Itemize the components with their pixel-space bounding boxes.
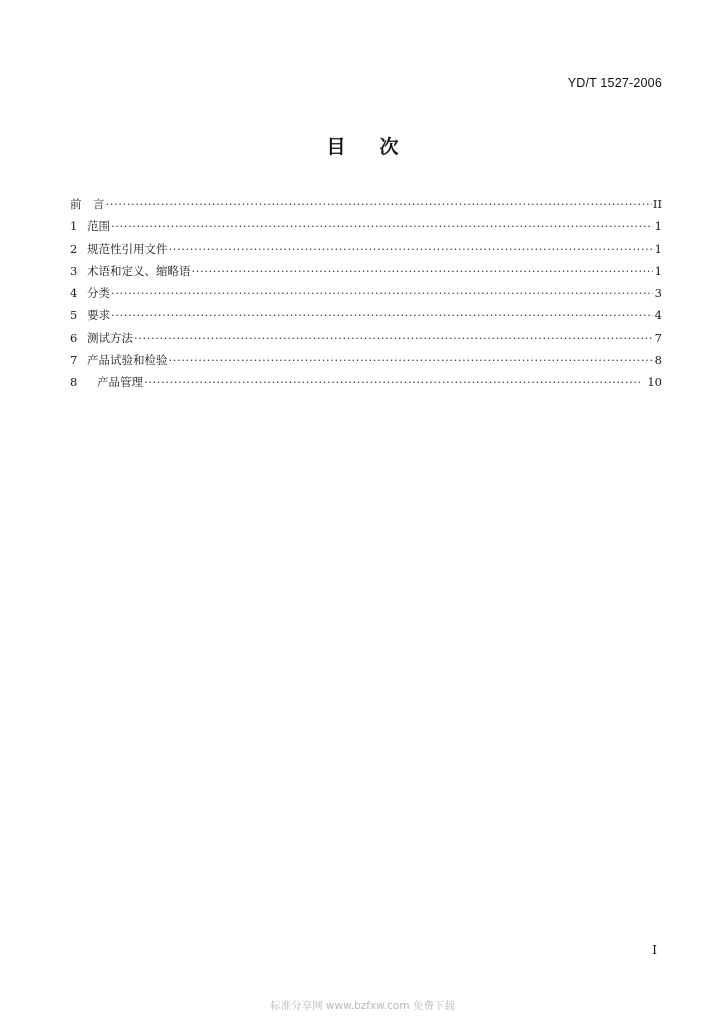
toc-entry-label: 测试方法 <box>87 330 133 345</box>
toc-leader-dots <box>169 241 654 257</box>
toc-entry-normative-references[interactable] <box>70 241 662 263</box>
toc-entry-page: II <box>652 197 662 211</box>
toc-leader-dots <box>111 218 653 234</box>
toc-entry-number: 2 <box>70 241 78 256</box>
toc-entry-number: 6 <box>70 330 78 345</box>
toc-entry-page: 1 <box>654 241 662 256</box>
watermark-text: 标准分享网 www.bzfxw.com 免费下载 <box>270 1000 455 1012</box>
toc-entry-label: 范围 <box>87 219 110 234</box>
toc-leader-dots <box>111 285 653 301</box>
toc-entry-label: 规范性引用文件 <box>87 241 168 256</box>
table-of-contents <box>70 196 662 397</box>
toc-entry-product-management[interactable] <box>70 374 662 396</box>
toc-entry-label: 产品管理 <box>97 375 143 390</box>
toc-leader-dots <box>106 196 652 212</box>
toc-entry-label: 产品试验和检验 <box>87 353 168 368</box>
toc-leader-dots <box>134 330 653 346</box>
standard-code: YD/T 1527-2006 <box>567 76 662 90</box>
toc-entry-scope[interactable] <box>70 218 662 240</box>
toc-entry-page: 1 <box>654 219 662 234</box>
toc-title: 目次 <box>326 136 433 158</box>
toc-leader-dots <box>144 374 643 390</box>
toc-entry-requirements[interactable] <box>70 307 662 329</box>
toc-entry-number: 5 <box>70 308 78 323</box>
toc-entry-label: 要求 <box>87 308 110 323</box>
toc-entry-classification[interactable] <box>70 285 662 307</box>
toc-entry-label: 前 言 <box>70 197 105 211</box>
toc-entry-foreword[interactable] <box>70 196 662 218</box>
toc-entry-number: 3 <box>70 263 78 278</box>
toc-entry-page: 10 <box>647 375 662 390</box>
toc-entry-number: 4 <box>70 286 78 301</box>
toc-entry-label: 分类 <box>87 286 110 301</box>
page-number: I <box>652 943 657 957</box>
toc-entry-test-methods[interactable] <box>70 330 662 352</box>
toc-leader-dots <box>192 263 654 279</box>
toc-entry-number: 8 <box>70 375 78 390</box>
toc-entry-page: 7 <box>654 330 662 345</box>
toc-entry-product-testing[interactable] <box>70 352 662 374</box>
toc-entry-number: 1 <box>70 219 78 234</box>
toc-leader-dots <box>169 352 654 368</box>
toc-entry-label: 术语和定义、缩略语 <box>87 263 191 278</box>
toc-leader-dots <box>111 307 653 323</box>
toc-entry-page: 1 <box>654 263 662 278</box>
toc-entry-terms-definitions[interactable] <box>70 263 662 285</box>
toc-entry-page: 4 <box>654 308 662 323</box>
toc-entry-number: 7 <box>70 353 78 368</box>
toc-entry-page: 3 <box>654 286 662 301</box>
toc-entry-page: 8 <box>654 353 662 368</box>
